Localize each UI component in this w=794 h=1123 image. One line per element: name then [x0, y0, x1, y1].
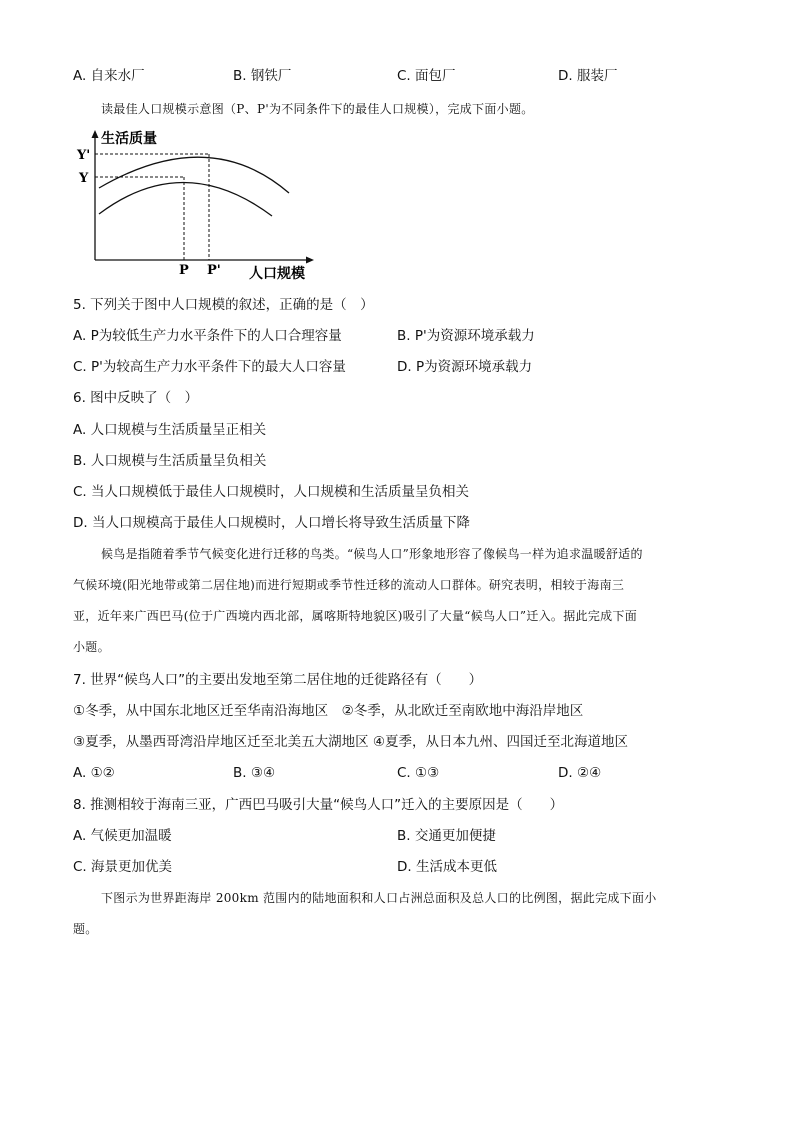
x-tick-p-prime: P'	[207, 263, 221, 278]
q8-option-a: A. 气候更加温暖	[73, 828, 172, 844]
q7-option-d: D. ②④	[558, 765, 602, 781]
passage2-line-3: 亚，近年来广西巴马(位于广西境内西北部，属喀斯特地貌区)吸引了大量“候鸟人口”迁入。据此完成下面	[73, 609, 638, 623]
passage3-line-1: 下图示为世界距海岸 200km 范围内的陆地面积和人口占洲总面积及总人口的比例图，据此完成下面小	[101, 891, 657, 905]
curve-p-prime	[99, 157, 289, 193]
passage2-line-2: 气候环境(阳光地带或第二居住地)而进行短期或季节性迁移的流动人口群体。研究表明，相较于海南三	[73, 578, 625, 592]
optimal-population-diagram	[74, 128, 324, 280]
passage2-line-4: 小题。	[73, 640, 110, 654]
q6-option-a: A. 人口规模与生活质量呈正相关	[73, 422, 267, 438]
q5-stem: 5. 下列关于图中人口规模的叙述，正确的是（ ）	[73, 297, 374, 313]
q7-item-line-1: ①冬季，从中国东北地区迁至华南沿海地区 ②冬季，从北欧迁至南欧地中海沿岸地区	[73, 703, 584, 719]
q7-option-c: C. ①③	[397, 765, 440, 781]
passage3-line-2: 题。	[73, 922, 98, 936]
y-tick-y: Y	[79, 171, 89, 186]
q8-option-d: D. 生活成本更低	[397, 859, 497, 875]
q7-item-line-2: ③夏季，从墨西哥湾沿岸地区迁至北美五大湖地区 ④夏季，从日本九州、四国迁至北海道地区	[73, 734, 628, 750]
x-axis-label: 人口规模	[249, 266, 305, 280]
q6-option-c: C. 当人口规模低于最佳人口规模时，人口规模和生活质量呈负相关	[73, 484, 470, 500]
q6-option-b: B. 人口规模与生活质量呈负相关	[73, 453, 267, 469]
y-axis-label: 生活质量	[101, 131, 157, 147]
x-axis-arrow	[306, 257, 314, 264]
x-tick-p: P	[179, 263, 189, 278]
diagram-intro: 读最佳人口规模示意图（P、P'为不同条件下的最佳人口规模），完成下面小题。	[101, 102, 534, 116]
q8-stem: 8. 推测相较于海南三亚，广西巴马吸引大量“候鸟人口”迁入的主要原因是（ ）	[73, 797, 564, 813]
q8-option-c: C. 海景更加优美	[73, 859, 173, 875]
q6-stem: 6. 图中反映了（ ）	[73, 390, 199, 406]
passage2-line-1: 候鸟是指随着季节气候变化进行迁移的鸟类。“候鸟人口”形象地形容了像候鸟一样为追求温暖舒适的	[101, 547, 643, 561]
q7-option-a: A. ①②	[73, 765, 115, 781]
q5-option-c: C. P'为较高生产力水平条件下的最大人口容量	[73, 359, 346, 375]
q5-option-d: D. P为资源环境承载力	[397, 359, 533, 375]
q5-option-a: A. P为较低生产力水平条件下的人口合理容量	[73, 328, 342, 344]
q6-option-d: D. 当人口规模高于最佳人口规模时，人口增长将导致生活质量下降	[73, 515, 470, 531]
q4-option-c: C. 面包厂	[397, 68, 456, 84]
y-axis-arrow	[92, 130, 99, 138]
q4-option-b: B. 钢铁厂	[233, 68, 292, 84]
q7-stem: 7. 世界“候鸟人口”的主要出发地至第二居住地的迁徙路径有（ ）	[73, 672, 483, 688]
q7-option-b: B. ③④	[233, 765, 276, 781]
q4-option-a: A. 自来水厂	[73, 68, 145, 84]
q4-option-d: D. 服装厂	[558, 68, 618, 84]
q5-option-b: B. P'为资源环境承载力	[397, 328, 535, 344]
q8-option-b: B. 交通更加便捷	[397, 828, 496, 844]
curve-p	[99, 182, 272, 216]
y-tick-y-prime: Y'	[77, 148, 91, 163]
